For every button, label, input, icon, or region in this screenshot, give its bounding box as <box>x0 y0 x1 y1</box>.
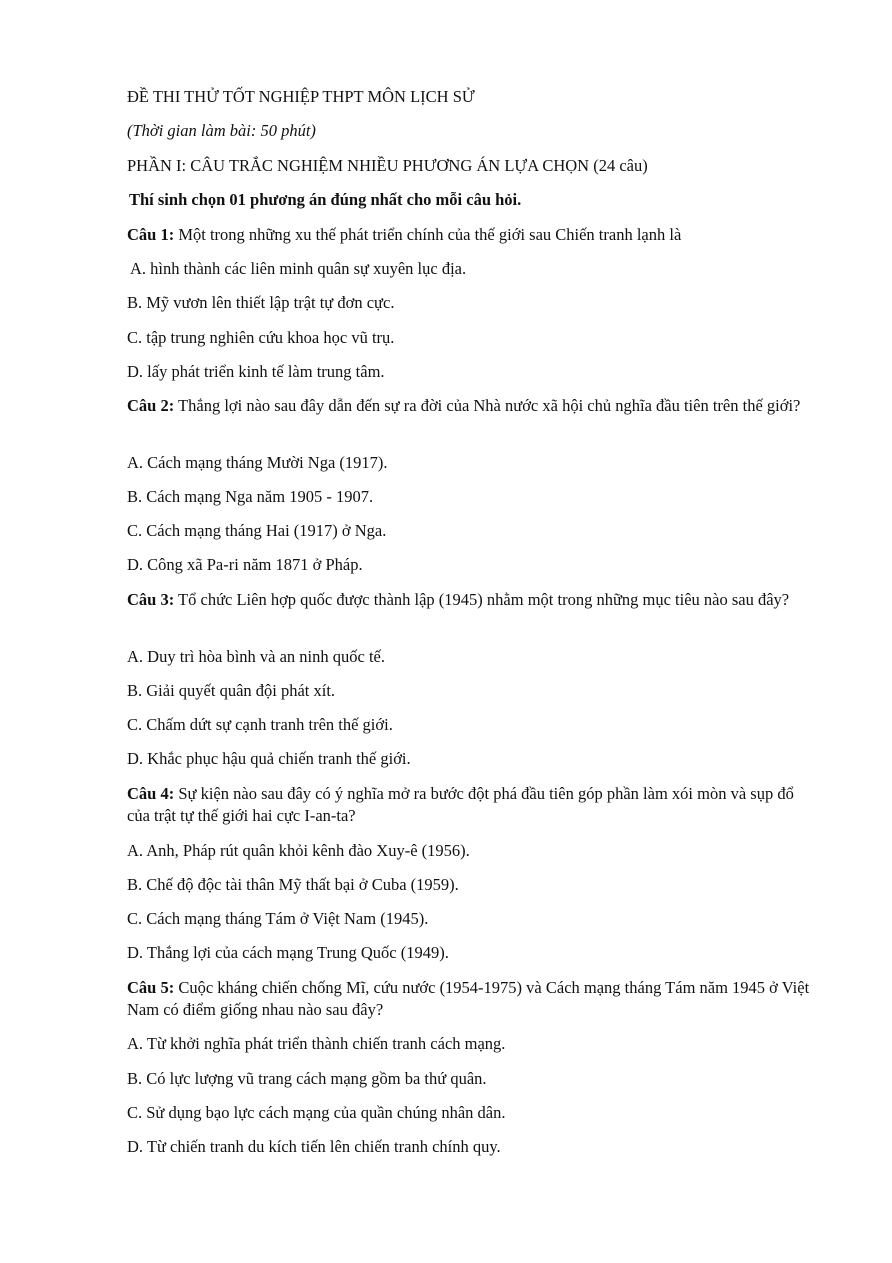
option-3d: D. Khắc phục hậu quả chiến tranh thế giới. <box>127 749 411 768</box>
instruction-text: Thí sinh chọn 01 phương án đúng nhất cho mỗi câu hỏi. <box>129 190 522 209</box>
option-1b: B. Mỹ vươn lên thiết lập trật tự đơn cực. <box>127 293 395 312</box>
question-4 <box>127 783 817 827</box>
section-heading: PHẦN I: CÂU TRẮC NGHIỆM NHIỀU PHƯƠNG ÁN LỰA CHỌN (24 câu) <box>127 156 648 175</box>
option-5c: C. Sử dụng bạo lực cách mạng của quần chúng nhân dân. <box>127 1103 506 1122</box>
option-5a: A. Từ khởi nghĩa phát triển thành chiến tranh cách mạng. <box>127 1034 506 1053</box>
option-2d: D. Công xã Pa-ri năm 1871 ở Pháp. <box>127 555 363 574</box>
question-1 <box>127 224 681 246</box>
question-3 <box>127 589 817 611</box>
question-label: Câu 5: <box>127 978 175 997</box>
option-4c: C. Cách mạng tháng Tám ở Việt Nam (1945). <box>127 909 429 928</box>
option-4a: A. Anh, Pháp rút quân khỏi kênh đào Xuy-ê (1956). <box>127 841 470 860</box>
question-text: Cuộc kháng chiến chống Mĩ, cứu nước (1954-1975) và Cách mạng tháng Tám năm 1945 ở Việt Nam có điểm giống nhau nào sau đây? <box>127 978 810 1019</box>
question-5 <box>127 977 817 1021</box>
option-3a: A. Duy trì hòa bình và an ninh quốc tế. <box>127 647 385 666</box>
question-text: Thắng lợi nào sau đây dẫn đến sự ra đời của Nhà nước xã hội chủ nghĩa đầu tiên trên thế giới? <box>174 396 801 415</box>
document-title: ĐỀ THI THỬ TỐT NGHIỆP THPT MÔN LỊCH SỬ <box>127 87 475 106</box>
question-label: Câu 3: <box>127 590 175 609</box>
option-1d: D. lấy phát triển kinh tế làm trung tâm. <box>127 362 385 381</box>
question-2 <box>127 395 817 417</box>
option-3b: B. Giải quyết quân đội phát xít. <box>127 681 336 700</box>
option-2c: C. Cách mạng tháng Hai (1917) ở Nga. <box>127 521 387 540</box>
question-text: Một trong những xu thế phát triển chính của thế giới sau Chiến tranh lạnh là <box>174 225 682 244</box>
question-label: Câu 1: <box>127 225 175 244</box>
option-5d: D. Từ chiến tranh du kích tiến lên chiến tranh chính quy. <box>127 1137 501 1156</box>
option-4b: B. Chế độ độc tài thân Mỹ thất bại ở Cuba (1959). <box>127 875 459 894</box>
option-1a: A. hình thành các liên minh quân sự xuyên lục địa. <box>130 259 467 278</box>
question-label: Câu 4: <box>127 784 175 803</box>
option-5b: B. Có lực lượng vũ trang cách mạng gồm ba thứ quân. <box>127 1069 487 1088</box>
exam-duration: (Thời gian làm bài: 50 phút) <box>127 121 316 140</box>
option-2b: B. Cách mạng Nga năm 1905 - 1907. <box>127 487 374 506</box>
question-text: Sự kiện nào sau đây có ý nghĩa mở ra bước đột phá đầu tiên góp phần làm xói mòn và sụp đổ của trật tự thế giới hai cực I-an-ta? <box>127 784 794 825</box>
option-4d: D. Thắng lợi của cách mạng Trung Quốc (1949). <box>127 943 449 962</box>
option-1c: C. tập trung nghiên cứu khoa học vũ trụ. <box>127 328 395 347</box>
option-2a: A. Cách mạng tháng Mười Nga (1917). <box>127 453 388 472</box>
option-3c: C. Chấm dứt sự cạnh tranh trên thế giới. <box>127 715 393 734</box>
question-text: Tổ chức Liên hợp quốc được thành lập (1945) nhằm một trong những mục tiêu nào sau đây? <box>174 590 790 609</box>
question-label: Câu 2: <box>127 396 175 415</box>
